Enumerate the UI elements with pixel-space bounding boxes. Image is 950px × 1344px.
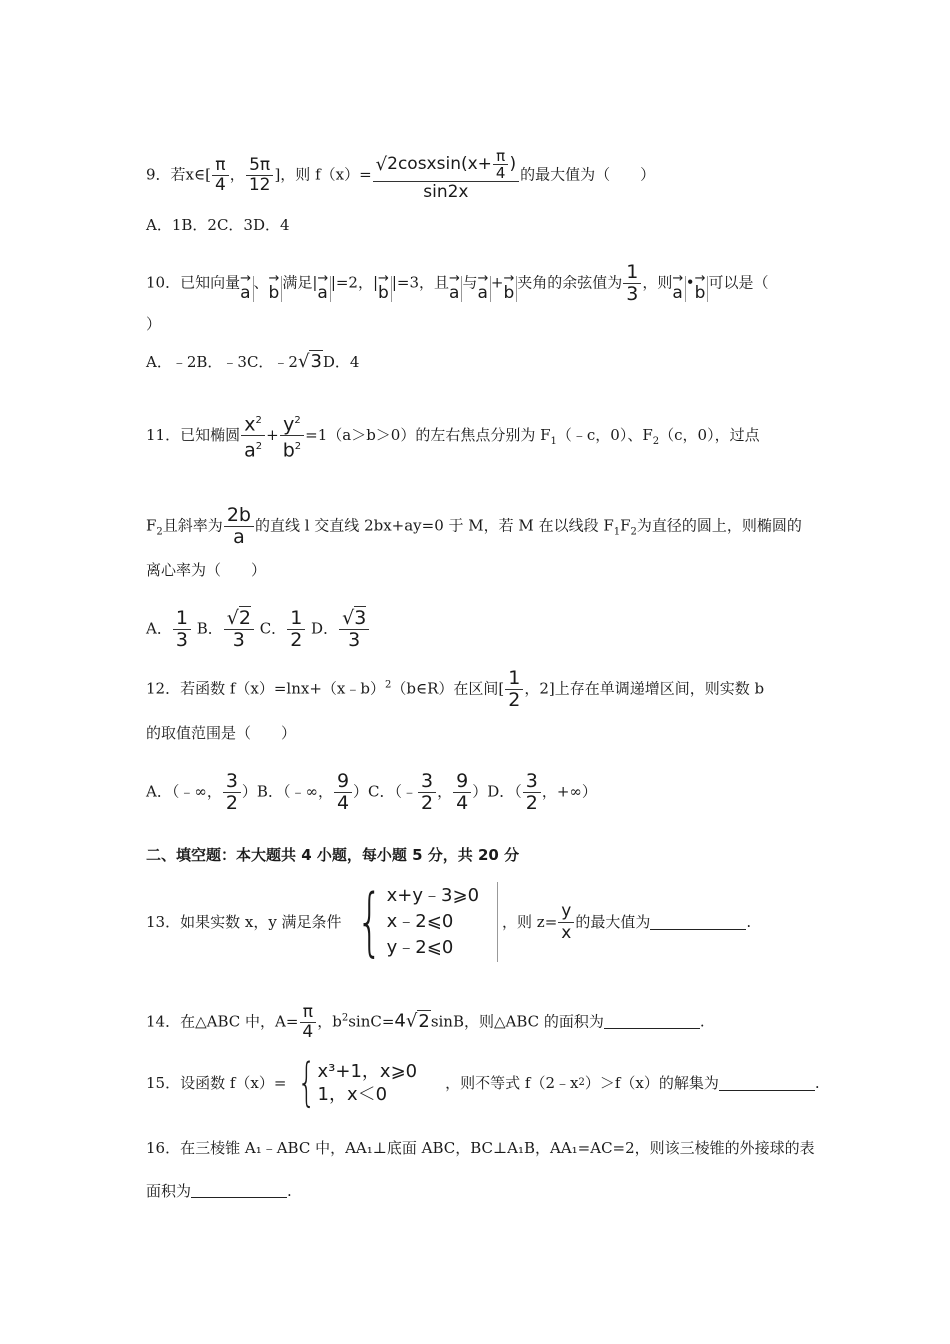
- fraction: [241, 410, 265, 462]
- piecewise-row: 1，x＜0: [317, 1084, 388, 1105]
- q10-text: 夹角的余弦值为: [517, 273, 623, 292]
- q10-text: ，则: [642, 273, 673, 292]
- numerator: 3: [223, 771, 241, 793]
- denominator: 2: [508, 689, 521, 711]
- q10-text: 、: [253, 273, 269, 292]
- sqrt-symbol: √: [226, 607, 239, 629]
- radicand: 2: [418, 1010, 430, 1032]
- q12-text: （b∈R）在区间[: [391, 679, 505, 698]
- q12-text: 12．若函数 f（x）=lnx+（x﹣b）: [146, 679, 385, 698]
- q9-text: 9．若: [146, 165, 186, 184]
- var: x: [244, 413, 256, 436]
- vector-b: → b: [378, 276, 392, 302]
- piecewise-row: x³+1，x⩾0: [317, 1061, 418, 1082]
- numerator: 1: [623, 262, 641, 284]
- numerator: π: [300, 1003, 316, 1023]
- question-13: [146, 880, 751, 964]
- q10-text: 可以是（: [708, 273, 769, 292]
- numerator: 2b: [224, 505, 254, 527]
- numerator: [280, 410, 304, 436]
- option-text: B．: [191, 619, 223, 638]
- q11-text: 11．已知椭圆: [146, 425, 241, 444]
- sqrt-symbol: √: [342, 607, 355, 629]
- constraint-row: y﹣2⩽0: [386, 937, 454, 958]
- q15-text: .: [814, 1074, 820, 1092]
- q15-text: ，则不等式 f（2﹣x: [445, 1074, 579, 1092]
- numerator: 9: [453, 771, 471, 793]
- fraction: [505, 668, 523, 711]
- numerator: 1: [287, 608, 305, 630]
- denominator: x: [561, 922, 572, 943]
- answer-blank[interactable]: [604, 1014, 700, 1029]
- radicand: 3: [354, 607, 367, 629]
- numerator-text: ): [509, 154, 517, 174]
- option-text: ，: [437, 782, 453, 801]
- q10-options: [146, 352, 359, 372]
- numerator: [373, 148, 519, 182]
- vector-a: → a: [672, 276, 685, 302]
- constraint-row: x+y﹣3⩾0: [386, 885, 480, 906]
- constraint-row: x﹣2⩽0: [386, 911, 454, 932]
- q12-options: [146, 771, 597, 814]
- q10-text: •: [685, 273, 695, 292]
- option-text: D．: [306, 619, 339, 638]
- numerator: π: [493, 148, 508, 165]
- exponent: 2: [384, 679, 392, 691]
- q12-text: ，2]上存在单调递增区间，则实数 b: [524, 679, 765, 698]
- exponent: 2: [578, 1077, 585, 1088]
- q10-text: |=3，且: [391, 273, 450, 292]
- denominator: 4: [456, 792, 469, 814]
- question-10: [146, 262, 768, 305]
- q14-text: sinC=: [348, 1012, 395, 1031]
- question-16: 16．在三棱锥 A₁﹣ABC 中，AA₁⊥底面 ABC，BC⊥A₁B，AA₁=AC=2，则该三棱锥的外接球的表: [146, 1139, 815, 1157]
- radical-expression: [394, 1010, 430, 1032]
- q12-line-2: 的取值范围是（ ）: [146, 724, 297, 742]
- q11-text: F: [620, 516, 631, 535]
- question-9: [146, 148, 655, 203]
- vector-a: → a: [477, 276, 490, 302]
- fraction: [287, 608, 305, 651]
- exponent: 2: [255, 415, 262, 426]
- fraction: [334, 771, 352, 814]
- var: b: [282, 439, 295, 462]
- q10-text: |=2，|: [330, 273, 379, 292]
- denominator: 3: [626, 283, 639, 305]
- fraction: [418, 771, 436, 814]
- radicand: 3: [310, 351, 322, 372]
- radicand: 2: [238, 607, 251, 629]
- q11-text: F: [146, 516, 157, 535]
- option-text: C．: [254, 619, 287, 638]
- subscript: 2: [630, 526, 637, 538]
- fraction: [453, 771, 471, 814]
- vector-b: → b: [269, 276, 283, 302]
- q13-text: .: [746, 913, 752, 931]
- option-text: A．: [146, 619, 172, 638]
- q10-text: 满足|: [282, 273, 318, 292]
- denominator: a: [233, 526, 245, 548]
- question-11: [146, 410, 760, 462]
- question-12: [146, 668, 764, 711]
- q13-text: 的最大值为: [575, 913, 651, 931]
- numerator: [241, 410, 265, 436]
- numerator: π: [212, 156, 228, 176]
- denominator: 12: [248, 175, 271, 195]
- constraint-rows: [387, 883, 479, 961]
- denominator: 4: [214, 175, 226, 195]
- numerator: [224, 608, 254, 630]
- big-fraction: [373, 148, 519, 203]
- fraction: [623, 262, 641, 305]
- option-text: ）C．（﹣: [353, 782, 418, 801]
- fraction: [224, 505, 254, 548]
- q10-continuation: ）: [146, 315, 162, 333]
- q11-line-2: [146, 505, 802, 548]
- option-text: ）B．（﹣∞，: [241, 782, 333, 801]
- q13-text: 13．如果实数 x，y 满足条件: [146, 913, 342, 931]
- q14-text: ，b: [317, 1012, 342, 1031]
- q9-text: 的最大值为（ ）: [520, 165, 656, 184]
- subscript: 1: [550, 435, 557, 447]
- exponent: 2: [294, 441, 302, 453]
- q11-text: （c，0），过点: [659, 425, 760, 444]
- exponent: 2: [341, 1012, 349, 1024]
- denominator: 4: [495, 164, 506, 182]
- numerator: 1: [505, 668, 523, 690]
- fraction: [246, 156, 274, 195]
- q16-text: .: [287, 1182, 292, 1200]
- fraction: [280, 410, 304, 462]
- denominator: sin2x: [423, 182, 469, 202]
- option-text: A．﹣2B．﹣3C．﹣2: [146, 353, 298, 371]
- piecewise-function: [290, 1053, 418, 1113]
- q11-line-3: 离心率为（ ）: [146, 561, 267, 579]
- q14-text: 14．在△ABC 中，A=: [146, 1012, 299, 1031]
- section-heading: 二、填空题：本大题共 4 小题，每小题 5 分，共 20 分: [146, 846, 520, 864]
- q16-text: 面积为: [146, 1182, 192, 1200]
- q16-line-2: [146, 1181, 292, 1201]
- fraction: [558, 901, 574, 944]
- option-text: A．（﹣∞，: [146, 782, 222, 801]
- inner-fraction: [493, 148, 509, 181]
- q9-text: x∈[: [185, 165, 211, 184]
- fraction: [224, 608, 254, 651]
- constraint-system: [346, 879, 498, 965]
- answer-blank[interactable]: [191, 1183, 287, 1198]
- var: a: [244, 439, 256, 462]
- q9-options: A．1B．2C．3D．4: [146, 216, 290, 234]
- q11-text: =1（a＞b＞0）的左右焦点分别为 F: [305, 425, 551, 444]
- numerator-text: 2cosxsin(x+: [387, 154, 492, 174]
- vector-b: → b: [503, 276, 517, 302]
- denominator: 3: [232, 629, 245, 651]
- fraction: [339, 608, 369, 651]
- sqrt-symbol: √: [375, 154, 388, 175]
- vector-b: → b: [695, 276, 709, 302]
- fraction: [299, 1003, 316, 1042]
- option-text: ，+∞）: [541, 782, 597, 801]
- q11-text: 为直径的圆上，则椭圆的: [636, 516, 802, 535]
- vector-a: → a: [240, 276, 253, 302]
- q9-text: ]，则 f（x）=: [274, 165, 372, 184]
- q11-options: [146, 608, 370, 651]
- exponent: 2: [294, 415, 301, 426]
- q10-text: +: [490, 273, 504, 292]
- fraction: [223, 771, 241, 814]
- brace-icon: {: [297, 1053, 317, 1113]
- numerator: y: [558, 901, 574, 923]
- exponent: 2: [255, 441, 263, 453]
- brace-icon: {: [356, 879, 383, 965]
- fraction: [173, 608, 191, 651]
- option-text: D．4: [322, 353, 360, 371]
- subscript: 2: [156, 526, 163, 538]
- numerator: 5π: [246, 156, 273, 176]
- vector-a: → a: [449, 276, 462, 302]
- numerator: 3: [523, 771, 541, 793]
- numerator: 1: [173, 608, 191, 630]
- numerator: 9: [334, 771, 352, 793]
- var: y: [283, 413, 295, 436]
- sqrt-symbol: √3: [297, 351, 322, 372]
- option-text: ）D．（: [472, 782, 522, 801]
- q9-text: ，: [229, 165, 245, 184]
- denominator: 3: [348, 629, 361, 651]
- denominator: [241, 436, 265, 461]
- answer-blank[interactable]: [650, 915, 746, 930]
- vector-a: → a: [317, 276, 330, 302]
- denominator: 4: [302, 1022, 314, 1042]
- q15-text: 15．设函数 f（x）=: [146, 1074, 287, 1092]
- q10-text: 与: [462, 273, 478, 292]
- question-15: [146, 1055, 820, 1111]
- q14-text: .: [699, 1012, 705, 1031]
- piecewise-rows: [318, 1060, 418, 1106]
- q10-text: 10．已知向量: [146, 273, 241, 292]
- numerator: [339, 608, 369, 630]
- q13-text: ，则 z=: [502, 913, 558, 931]
- q15-text: ）＞f（x）的解集为: [584, 1074, 719, 1092]
- denominator: 4: [336, 792, 350, 814]
- denominator: 2: [421, 792, 434, 814]
- denominator: 2: [225, 792, 238, 814]
- subscript: 2: [652, 435, 660, 447]
- q11-text: 且斜率为: [162, 516, 223, 535]
- numerator: 3: [418, 771, 436, 793]
- denominator: 3: [175, 629, 188, 651]
- denominator: [280, 436, 304, 461]
- fraction: [523, 771, 541, 814]
- fraction: [212, 156, 229, 195]
- q11-text: 的直线 l 交直线 2bx+ay=0 于 M，若 M 在以线段 F: [254, 516, 614, 535]
- sqrt-symbol: √: [405, 1010, 418, 1032]
- coefficient: 4: [394, 1010, 406, 1032]
- q11-text: （﹣c，0）、F: [556, 425, 653, 444]
- answer-blank[interactable]: [719, 1076, 815, 1091]
- subscript: 1: [613, 526, 621, 538]
- box-edge: [497, 882, 498, 962]
- denominator: 2: [525, 792, 538, 814]
- question-14: [146, 1003, 705, 1042]
- q11-text: +: [266, 425, 279, 444]
- denominator: 2: [290, 629, 303, 651]
- q14-text: sinB，则△ABC 的面积为: [430, 1012, 604, 1031]
